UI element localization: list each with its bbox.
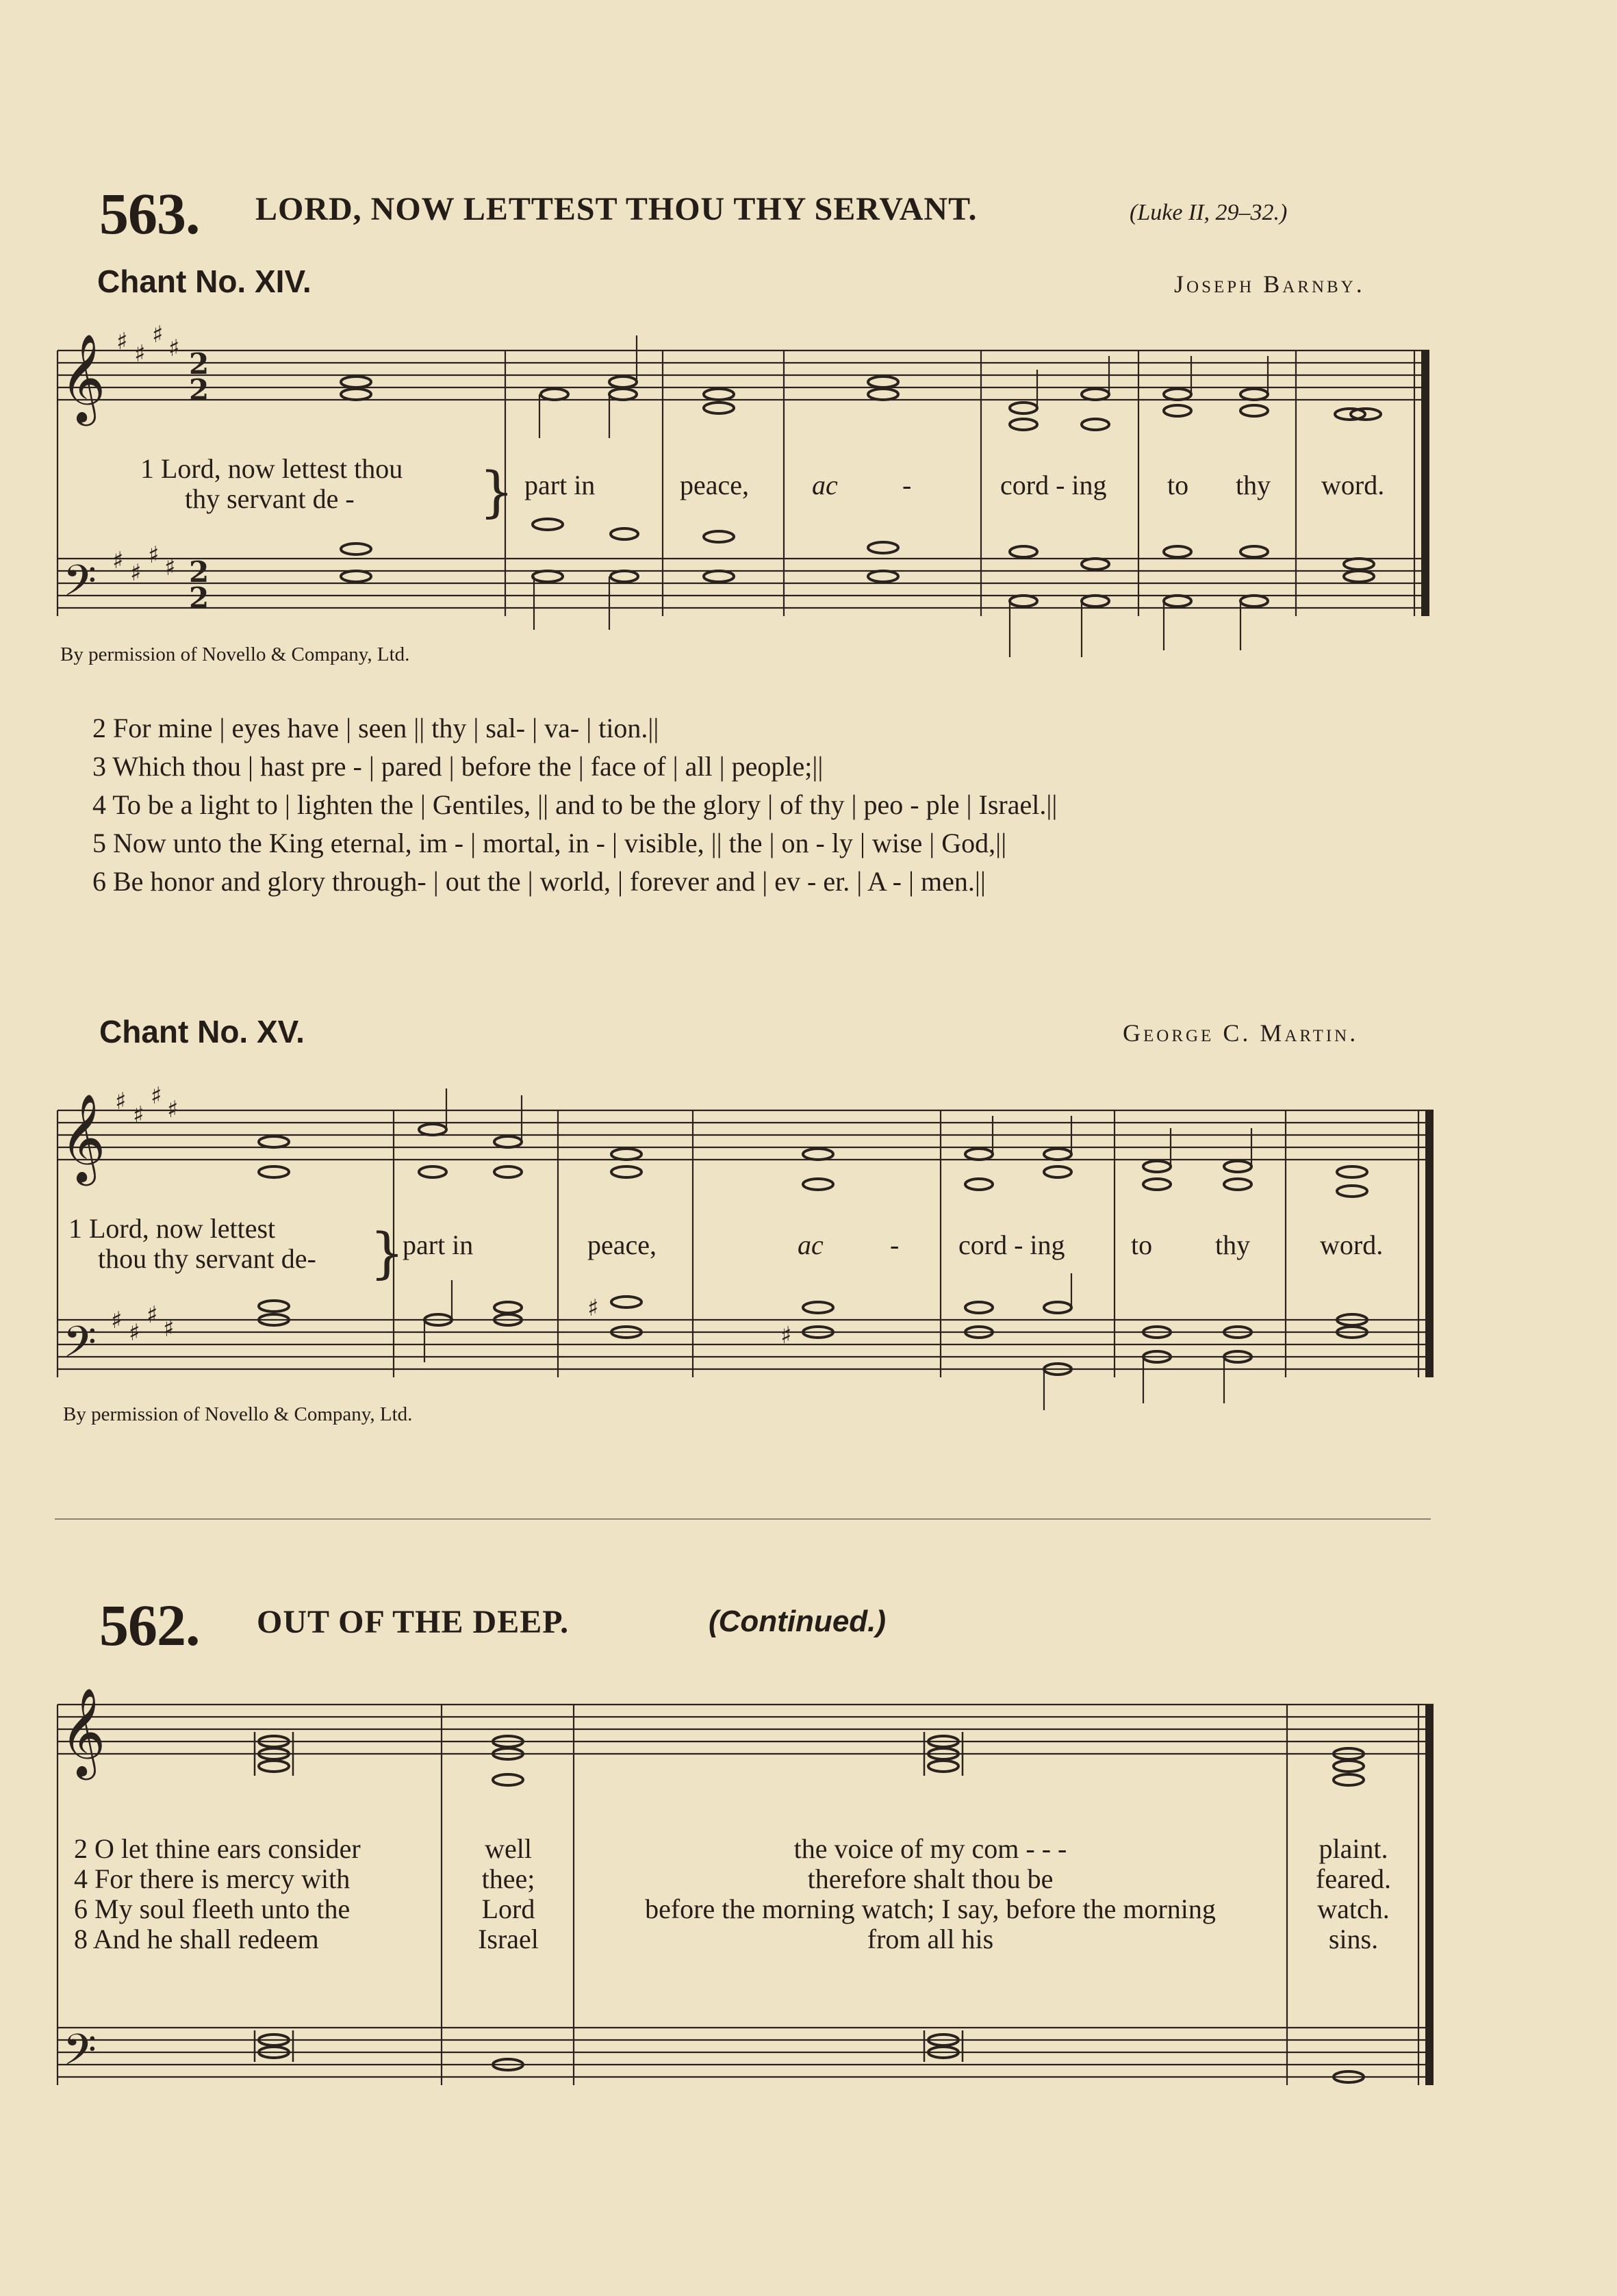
psalm-mediant: well bbox=[485, 1833, 532, 1864]
svg-text:2: 2 bbox=[189, 347, 209, 381]
chant-15-lyric: thy bbox=[1215, 1229, 1251, 1260]
chant-14-lyric: - bbox=[902, 470, 912, 500]
verse-line: 5 Now unto the King eternal, im - | mortal, in - | visible, || the | on - ly | wise | God,|| bbox=[92, 828, 1007, 858]
chant-15-lyric: cord - ing bbox=[958, 1229, 1065, 1260]
svg-text:𝄞: 𝄞 bbox=[60, 1687, 106, 1776]
svg-text:♯: ♯ bbox=[164, 554, 176, 581]
psalm-line: 4 For there is mercy with bbox=[74, 1863, 351, 1894]
svg-text:♯: ♯ bbox=[151, 1082, 162, 1110]
psalm-line: 2 O let thine ears consider bbox=[74, 1833, 361, 1864]
psalm-line: 8 And he shall redeem bbox=[74, 1924, 319, 1954]
psalm-line: therefore shalt thou be bbox=[807, 1863, 1054, 1894]
hymn-number: 562. bbox=[99, 1592, 200, 1658]
chant-14-lyric: word. bbox=[1321, 470, 1385, 500]
svg-text:♯: ♯ bbox=[167, 1096, 179, 1123]
chant-15-lyric: word. bbox=[1320, 1229, 1384, 1260]
svg-text:♯: ♯ bbox=[152, 321, 164, 348]
hymn-title: OUT OF THE DEEP. bbox=[257, 1604, 570, 1640]
svg-text:♯: ♯ bbox=[147, 1301, 158, 1329]
verse-line: 6 Be honor and glory through- | out the | world, | forever and | ev - er. | A - | men.|| bbox=[92, 866, 986, 897]
scripture-reference: (Luke II, 29–32.) bbox=[1130, 200, 1288, 225]
continued-note: (Continued.) bbox=[709, 1605, 887, 1638]
svg-text:♯: ♯ bbox=[115, 1088, 127, 1115]
svg-text:}: } bbox=[370, 1221, 405, 1285]
svg-text:𝄞: 𝄞 bbox=[60, 1093, 106, 1182]
chant-14-lyric: part in bbox=[524, 470, 596, 500]
svg-text:♯: ♯ bbox=[129, 1319, 140, 1347]
chant-14-lyric: thy servant de - bbox=[185, 483, 355, 514]
psalm-line: 6 My soul fleeth unto the bbox=[74, 1893, 351, 1924]
svg-text:2: 2 bbox=[189, 373, 209, 407]
psalm-ending: sins. bbox=[1328, 1924, 1379, 1954]
chant-15-lyric: peace, bbox=[587, 1229, 657, 1260]
psalm-line: before the morning watch; I say, before the morning bbox=[645, 1893, 1216, 1924]
verse-line: 2 For mine | eyes have | seen || thy | sal- | va- | tion.|| bbox=[92, 713, 659, 743]
svg-text:♯: ♯ bbox=[780, 1322, 792, 1349]
svg-text:♯: ♯ bbox=[111, 1307, 123, 1334]
svg-text:♯: ♯ bbox=[168, 335, 180, 362]
permission-note: By permission of Novello & Company, Ltd. bbox=[60, 643, 410, 665]
hymn-title: LORD, NOW LETTEST THOU THY SERVANT. bbox=[255, 191, 978, 227]
psalm-ending: plaint. bbox=[1319, 1833, 1388, 1864]
svg-text:𝄢: 𝄢 bbox=[63, 555, 97, 616]
psalm-line: the voice of my com - - - bbox=[793, 1833, 1067, 1864]
svg-text:♯: ♯ bbox=[148, 541, 160, 569]
composer: Joseph Barnby. bbox=[1174, 270, 1365, 298]
svg-text:♯: ♯ bbox=[116, 328, 128, 355]
svg-text:𝄢: 𝄢 bbox=[63, 1316, 97, 1377]
chant-15-lyric: to bbox=[1131, 1229, 1153, 1260]
psalm-ending: watch. bbox=[1317, 1893, 1390, 1924]
svg-text:2: 2 bbox=[189, 555, 209, 589]
svg-text:♯: ♯ bbox=[130, 559, 142, 587]
chant-title: Chant No. XV. bbox=[99, 1014, 305, 1049]
chant-14-lyric: to bbox=[1167, 470, 1189, 500]
svg-text:2: 2 bbox=[189, 581, 209, 615]
svg-text:}: } bbox=[479, 460, 514, 524]
svg-text:♯: ♯ bbox=[163, 1315, 175, 1342]
psalm-line: from all his bbox=[867, 1924, 994, 1954]
chant-14-lyric: ac bbox=[812, 470, 838, 500]
svg-text:♯: ♯ bbox=[112, 547, 124, 574]
chant-15-lyric: part in bbox=[403, 1229, 474, 1260]
chant-14-lyric: cord - ing bbox=[1000, 470, 1107, 500]
chant-title: Chant No. XIV. bbox=[97, 264, 311, 299]
chant-14-lyric: thy bbox=[1236, 470, 1271, 500]
chant-14-lyric: 1 Lord, now lettest thou bbox=[140, 453, 403, 484]
permission-note: By permission of Novello & Company, Ltd. bbox=[63, 1403, 413, 1425]
chant-14-lyric: peace, bbox=[680, 470, 750, 500]
chant-15-lyric: ac bbox=[798, 1229, 824, 1260]
svg-text:♯: ♯ bbox=[134, 340, 146, 368]
hymn-number: 563. bbox=[99, 181, 200, 246]
svg-text:𝄢: 𝄢 bbox=[63, 2024, 97, 2085]
psalm-mediant: thee; bbox=[481, 1863, 535, 1894]
psalm-mediant: Lord bbox=[481, 1893, 535, 1924]
chant-15-lyric: 1 Lord, now lettest bbox=[68, 1213, 276, 1244]
chant-15-lyric: - bbox=[890, 1229, 900, 1260]
svg-text:♯: ♯ bbox=[587, 1294, 599, 1322]
svg-text:♯: ♯ bbox=[133, 1101, 144, 1129]
chant-15-lyric: thou thy servant de- bbox=[98, 1243, 316, 1274]
psalm-mediant: Israel bbox=[478, 1924, 539, 1954]
psalm-ending: feared. bbox=[1316, 1863, 1391, 1894]
verse-line: 3 Which thou | hast pre - | pared | before the | face of | all | people;|| bbox=[92, 751, 824, 782]
composer: George C. Martin. bbox=[1123, 1019, 1359, 1047]
svg-text:𝄞: 𝄞 bbox=[60, 333, 106, 422]
verse-line: 4 To be a light to | lighten the | Gentiles, || and to be the glory | of thy | peo - ple | Israel.|| bbox=[92, 789, 1058, 820]
